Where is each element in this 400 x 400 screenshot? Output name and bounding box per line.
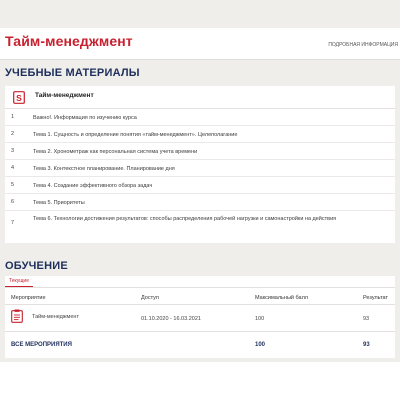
material-link[interactable]: Важно!. Информация по изучению курса: [33, 115, 137, 121]
tab-divider: [5, 287, 395, 288]
material-link[interactable]: Тема 5. Приоритеты: [33, 200, 85, 206]
column-header-access[interactable]: Доступ: [141, 295, 159, 301]
event-name-link[interactable]: Тайм-менеджмент: [32, 314, 79, 320]
material-item[interactable]: [5, 211, 395, 238]
material-item[interactable]: [5, 126, 395, 143]
material-number: 5: [11, 182, 15, 188]
column-header-result[interactable]: Результат: [363, 295, 389, 301]
course-title: Тайм-менеджмент: [35, 92, 94, 99]
event-access-dates: 01.10.2020 - 16.03.2021: [141, 316, 201, 322]
material-item[interactable]: [5, 194, 395, 211]
training-section-title: ОБУЧЕНИЕ: [5, 260, 68, 272]
event-result: 93: [363, 316, 370, 322]
page-title: Тайм-менеджмент: [5, 33, 133, 49]
total-result: 93: [363, 342, 370, 348]
material-link[interactable]: Тема 1. Сущность и определение понятия «тайм-менеджмент». Целеполагание: [33, 132, 238, 138]
material-number: 7: [11, 220, 15, 226]
training-panel: [5, 276, 395, 358]
total-max-score: 100: [255, 342, 266, 348]
tab-current[interactable]: Текущие: [5, 276, 33, 287]
svg-text:S: S: [16, 92, 22, 103]
material-number: 3: [11, 148, 15, 154]
material-number: 1: [11, 114, 15, 120]
material-item[interactable]: [5, 177, 395, 194]
header-divider-line: [5, 304, 395, 305]
column-header-max-score[interactable]: Максимальный балл: [255, 295, 308, 301]
top-header: [0, 28, 400, 60]
material-link[interactable]: Тема 3. Контекстное планирование. Планирование дня: [33, 166, 175, 172]
material-link[interactable]: Тема 6. Технологии достижения результатов: способы распределения рабочей нагрузки и самонастройки на действия: [33, 216, 337, 222]
column-header-event[interactable]: Мероприятие: [11, 295, 46, 301]
materials-section-title: УЧЕБНЫЕ МАТЕРИАЛЫ: [5, 67, 140, 79]
clipboard-icon: [11, 309, 23, 323]
material-number: 4: [11, 165, 15, 171]
material-item[interactable]: [5, 160, 395, 177]
material-link[interactable]: Тема 2. Хронометраж как персональная система учета времени: [33, 149, 198, 155]
event-max-score: 100: [255, 316, 265, 322]
row-divider-line: [5, 331, 395, 332]
material-item[interactable]: [5, 143, 395, 160]
material-item[interactable]: [5, 109, 395, 126]
details-link[interactable]: ПОДРОБНАЯ ИНФОРМАЦИЯ: [328, 42, 398, 48]
header-divider: [0, 59, 400, 60]
material-number: 6: [11, 199, 15, 205]
page-bottom-area: [0, 362, 400, 400]
material-link[interactable]: Тема 4. Создание эффективного обзора задач: [33, 183, 153, 189]
course-header[interactable]: [5, 86, 395, 109]
material-number: 2: [11, 131, 15, 137]
materials-panel: [5, 86, 395, 243]
course-s-icon: [13, 91, 25, 104]
total-label: ВСЕ МЕРОПРИЯТИЯ: [11, 342, 72, 348]
